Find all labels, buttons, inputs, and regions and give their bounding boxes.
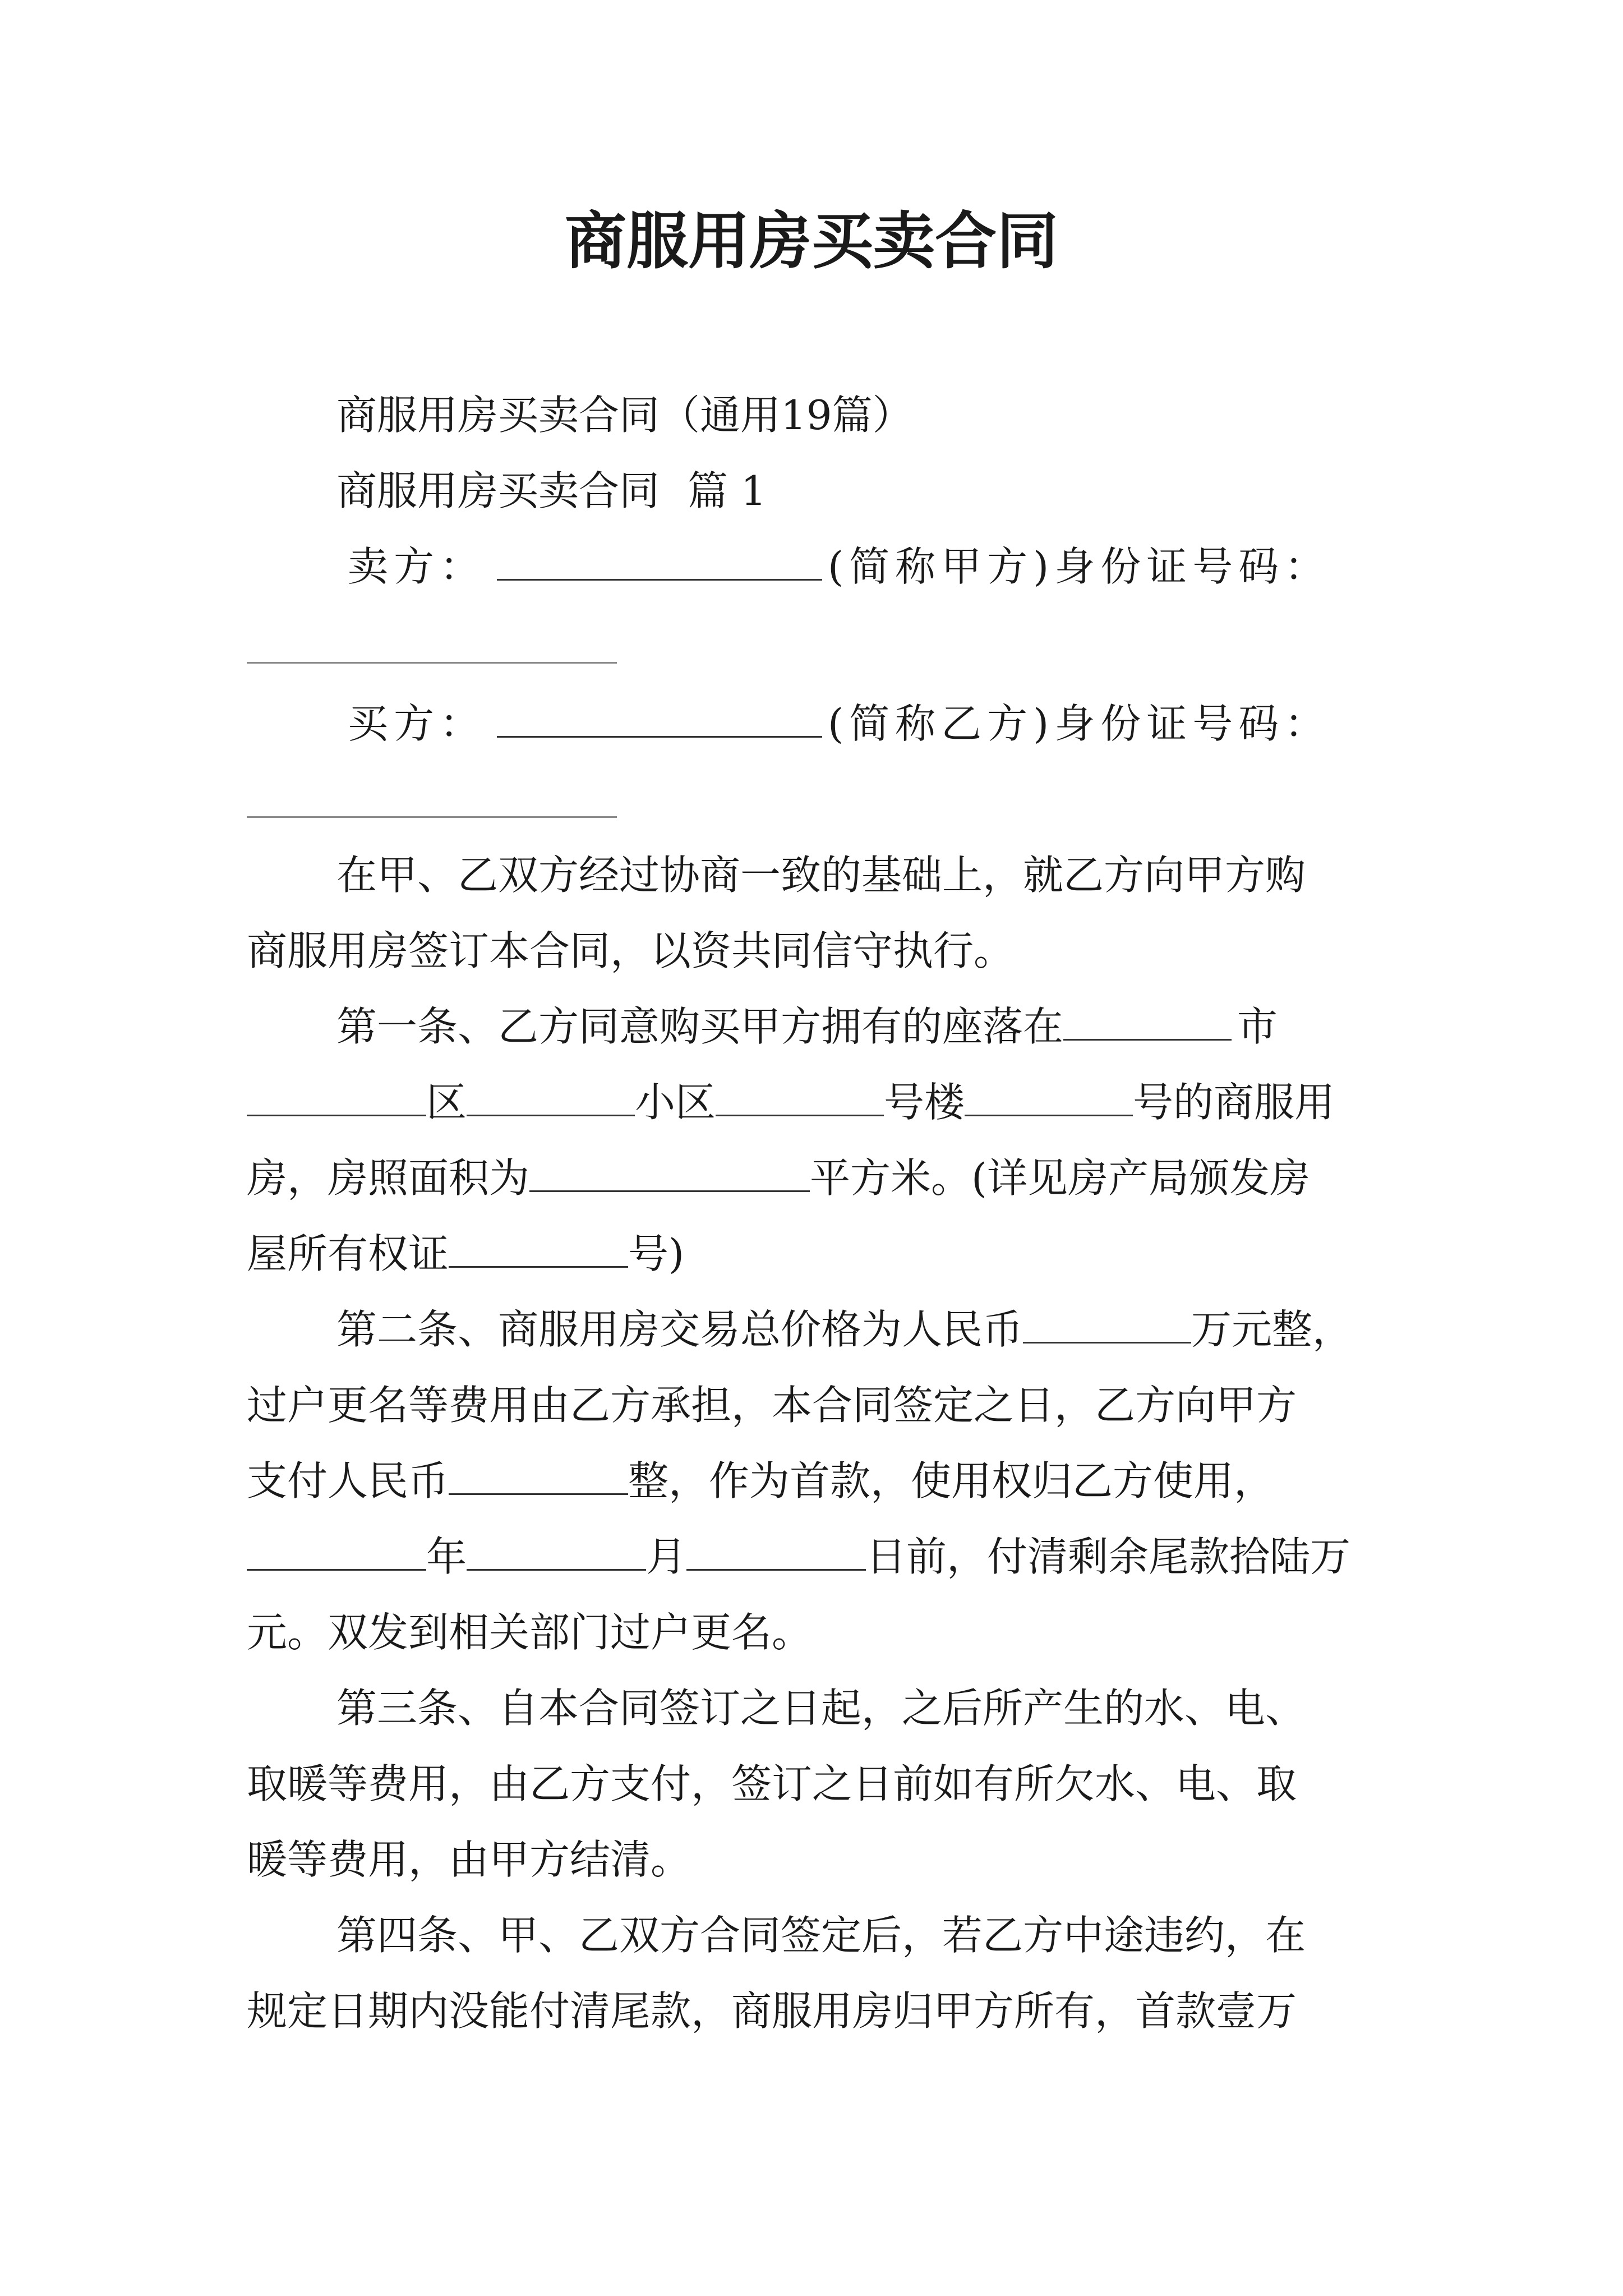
intro-line-2: 商服用房签订本合同，以资共同信守执行。 — [247, 927, 1015, 974]
year-label: 年 — [426, 1533, 467, 1580]
article4-line-1: 第四条、甲、乙双方合同签定后，若乙方中途违约，在 — [336, 1912, 1306, 1959]
building-label: 号楼 — [884, 1079, 965, 1126]
total-price-unit: 万元整， — [1191, 1306, 1353, 1353]
buyer-id-blank — [247, 816, 617, 818]
article1-text: 第一条、乙方同意购买甲方拥有的座落在 — [336, 1003, 1064, 1050]
community-blank — [467, 1079, 635, 1116]
city-blank — [1063, 1003, 1232, 1041]
section-heading — [336, 463, 767, 519]
building-blank — [716, 1079, 884, 1116]
total-price-blank — [1023, 1306, 1191, 1343]
down-payment-text: 整，作为首款，使用权归乙方使用， — [628, 1457, 1275, 1504]
buyer-name-blank — [497, 700, 822, 738]
month-blank — [467, 1533, 646, 1571]
certificate-blank — [449, 1230, 628, 1268]
article2-line-4 — [247, 1529, 1350, 1585]
article2-line-2: 过户更名等费用由乙方承担，本合同签定之日，乙方向甲方 — [247, 1382, 1297, 1429]
area-label: 房，房照面积为 — [247, 1154, 530, 1202]
day-blank — [686, 1533, 866, 1571]
district-label: 区 — [426, 1079, 467, 1126]
article1-line-3 — [247, 1150, 1310, 1206]
buyer-label: 买方： — [348, 700, 486, 747]
seller-note: (简称甲方)身份证号码： — [828, 543, 1331, 590]
month-label: 月 — [646, 1533, 687, 1580]
article3-line-1: 第三条、自本合同签订之日起，之后所产生的水、电、 — [336, 1685, 1306, 1732]
section-heading-title: 商服用房买卖合同 — [336, 467, 660, 514]
unit-blank — [965, 1079, 1133, 1116]
article1-line-2 — [247, 1074, 1335, 1130]
year-blank — [247, 1533, 426, 1571]
total-price-label: 第二条、商服用房交易总价格为人民币 — [336, 1306, 1023, 1353]
deadline-text: 日前，付清剩余尾款拾陆万 — [866, 1533, 1351, 1580]
certificate-label: 屋所有权证 — [247, 1230, 449, 1277]
district-blank — [247, 1079, 426, 1116]
buyer-line — [348, 696, 1330, 752]
buyer-note: (简称乙方)身份证号码： — [828, 700, 1331, 747]
article3-line-3: 暖等费用，由甲方结清。 — [247, 1836, 691, 1883]
area-blank — [529, 1154, 810, 1192]
article1-city-label: 市 — [1237, 1003, 1278, 1050]
down-payment-blank — [449, 1457, 628, 1495]
seller-label: 卖方： — [348, 543, 486, 590]
article2-line-3 — [247, 1453, 1274, 1509]
article2-line-5: 元。双发到相关部门过户更名。 — [247, 1609, 813, 1656]
area-unit-text: 平方米。(详见房产局颁发房 — [810, 1154, 1311, 1202]
certificate-suffix: 号) — [628, 1230, 685, 1277]
article2-line-1 — [336, 1301, 1353, 1358]
unit-label: 号的商服用 — [1133, 1079, 1335, 1126]
article4-line-2: 规定日期内没能付清尾款，商服用房归甲方所有，首款壹万 — [247, 1987, 1297, 2035]
document-title: 商服用房买卖合同 — [565, 205, 1058, 277]
intro-line-1: 在甲、乙双方经过协商一致的基础上，就乙方向甲方购 — [336, 852, 1306, 899]
article3-line-2: 取暖等费用，由乙方支付，签订之日前如有所欠水、电、取 — [247, 1760, 1297, 1807]
article1-line-1 — [336, 999, 1278, 1055]
subtitle: 商服用房买卖合同（通用19篇） — [336, 392, 913, 439]
seller-name-blank — [497, 543, 822, 581]
seller-id-blank — [247, 662, 617, 664]
down-payment-label: 支付人民币 — [247, 1457, 449, 1504]
community-label: 小区 — [635, 1079, 716, 1126]
section-heading-part: 篇 1 — [688, 467, 767, 514]
article1-line-4 — [247, 1226, 684, 1282]
seller-line — [348, 539, 1330, 595]
